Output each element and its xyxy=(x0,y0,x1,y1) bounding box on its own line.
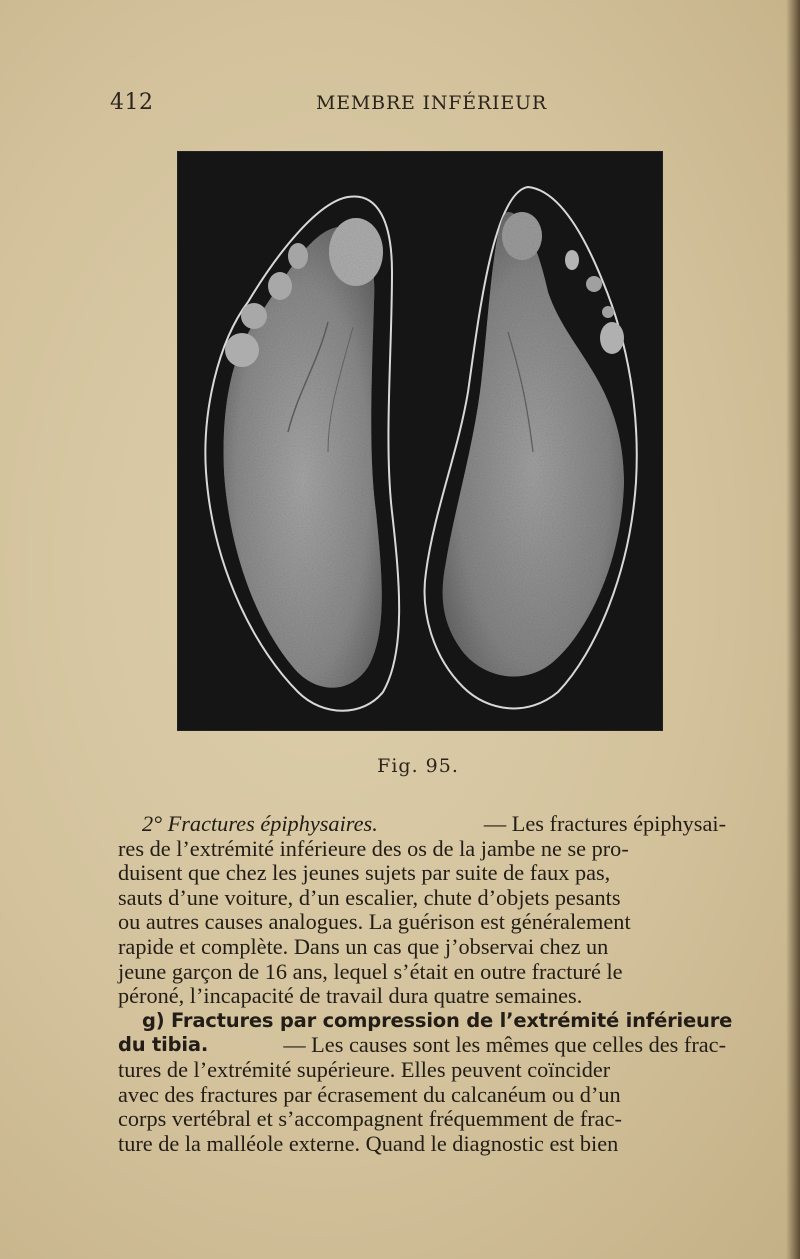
text-line xyxy=(118,1132,726,1157)
text-line xyxy=(118,910,726,935)
text-line xyxy=(118,1107,726,1132)
text-line xyxy=(118,1083,726,1108)
text-span: sauts d’une voiture, d’un escalier, chute d’objets pesants xyxy=(118,884,621,910)
text-span: res de l’extrémité inférieure des os de la jambe ne se pro- xyxy=(118,835,629,861)
text-span: rapide et complète. Dans un cas que j’observai chez un xyxy=(118,933,609,959)
text-span: — Les fractures épiphysai- xyxy=(483,811,726,836)
section-heading xyxy=(118,1008,733,1034)
text-span: ou autres causes analogues. La guérison est généralement xyxy=(118,909,631,935)
text-span: duisent que chez les jeunes sujets par suite de faux pas, xyxy=(118,860,611,886)
text-span: avec des fractures par écrasement du calcanéum ou d’un xyxy=(118,1081,621,1107)
text-line xyxy=(118,886,726,911)
page-number: 412 xyxy=(110,90,154,115)
running-head xyxy=(0,90,800,120)
text-span: — Les causes sont les mêmes que celles des frac- xyxy=(283,1032,726,1058)
text-span: péroné, l’incapacité de travail dura quatre semaines. xyxy=(118,983,583,1009)
figure-caption: Fig. 95. xyxy=(377,755,459,777)
text-line xyxy=(118,960,726,985)
footprint-plate xyxy=(178,152,662,730)
text-line xyxy=(118,984,726,1009)
text-span: tures de l’extrémité supérieure. Elles peuvent coïncider xyxy=(118,1056,611,1082)
footprints-image xyxy=(178,152,662,730)
running-title: MEMBRE INFÉRIEUR xyxy=(316,92,547,114)
text-line xyxy=(118,1058,726,1083)
section-title: 2° Fractures épiphysaires. xyxy=(142,811,378,836)
text-line xyxy=(118,935,726,960)
text-line xyxy=(118,812,726,837)
heading-text: du tibia. xyxy=(118,1033,209,1057)
body-text xyxy=(118,811,733,1156)
heading-text: g) Fractures par compression de l’extrémité inférieure xyxy=(142,1008,733,1032)
text-span: corps vertébral et s’accompagnent fréquemment de frac- xyxy=(118,1106,622,1132)
text-span: jeune garçon de 16 ans, lequel s’était en outre fracturé le xyxy=(118,958,623,984)
text-span: ture de la malléole externe. Quand le diagnostic est bien xyxy=(118,1130,619,1156)
text-line xyxy=(118,861,726,886)
text-line xyxy=(118,837,726,862)
text-line xyxy=(118,1033,726,1058)
